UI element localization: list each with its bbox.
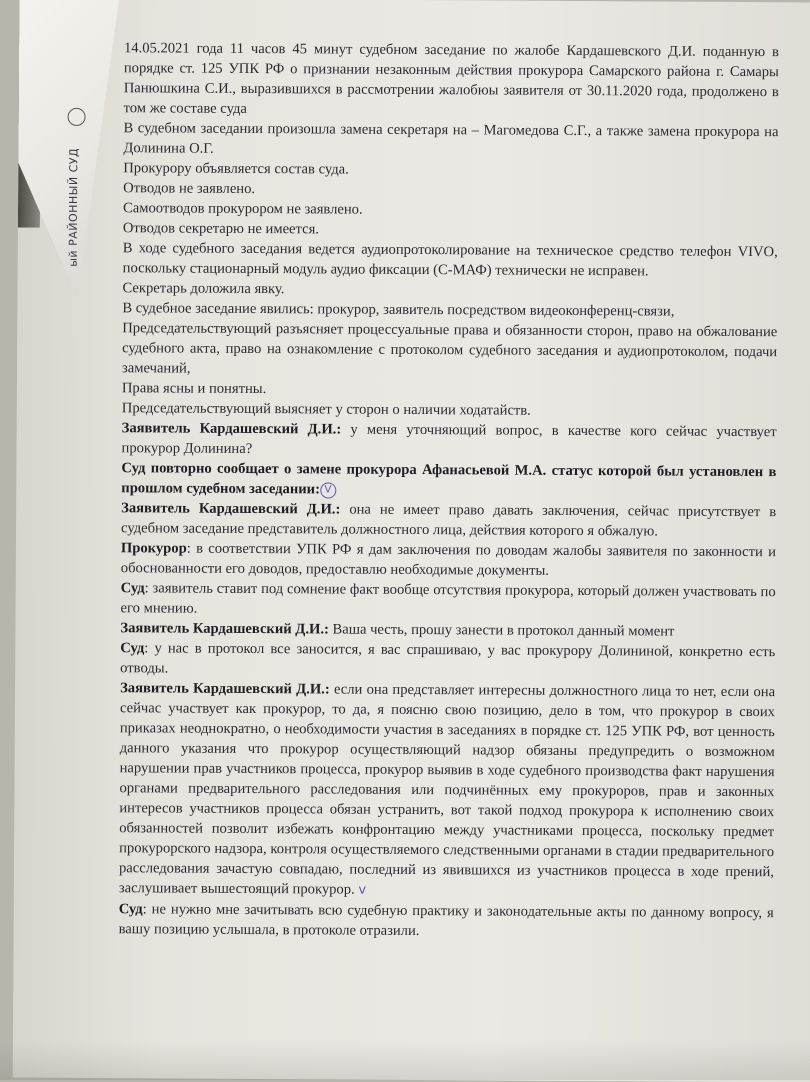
speaker: Заявитель Кардашевский Д.И.:: [120, 620, 329, 638]
dialogue-entry: [119, 678, 775, 903]
speaker: Заявитель Кардашевский Д.И.:: [120, 680, 330, 698]
paragraph-no-self-recusal: Самоотводов прокурором не заявлено.: [122, 200, 363, 218]
protocol-text: [119, 38, 779, 943]
paragraph-no-challenges: Отводов не заявлено.: [123, 180, 256, 198]
dialogue-entry: Суд повторно сообщает о замене прокурора Афанасьевой М.А. статус которой был установлен в прошлом судебном заседании: V: [121, 460, 777, 498]
speaker: Заявитель Кардашевский Д.И.:: [121, 420, 342, 438]
speaker: Заявитель Кардашевский Д.И.:: [121, 500, 341, 518]
stamp-court-name: РАЙОННЫЙ СУД: [66, 147, 81, 246]
tick-mark: v: [358, 882, 367, 898]
paragraph-secretary-challenge: Отводов секретарю не имеется.: [122, 220, 320, 238]
dialogue-entry: [120, 638, 775, 682]
stamp-fragment: ый: [66, 249, 80, 267]
utterance: : у нас в протокол все заносится, я вас спрашиваю, у вас прокурору Долининой, конкретно есть отводы.: [120, 640, 776, 677]
paragraph-present: В судебное заседание явились: прокурор, заявитель посредством видеоконференц-связи,: [122, 300, 675, 320]
circled-check-mark: V: [320, 482, 336, 498]
utterance: если она представляет интересны должностного лица то нет, если она сейчас участвует как прокурор, то да, я поясню свою позицию, дело в том, что прокурор в своих приказах неоднократно, о необходимости участия в заседаниях в порядке ст. 125 УПК РФ, вот ценность данного указания что прокурор осуществляющий надзор обязаны предупредить о возможном нарушении прав участников процесса, прокурор выявив в ходе судебного производства факт нарушения органами предварительного расследования или подчинённых ему прокуроров, прав и законных интересов участников процесса обязан устранить, вот такой подход прокурора к исполнению своих обязанностей позволит избежать конфронтацию между участниками процесса, поскольку предмет прокурорского надзора, контроля осуществляемого следственными органами в стадии предварительного расследования зачастую совпадаю, последний из явившихся из участников процесса в ходе прений, заслушивает вышестоящий прокурор.: [118, 681, 776, 898]
dialogue-entry: [121, 538, 776, 582]
speaker: Суд повторно сообщает о замене прокурора Афанасьевой М.А. статус которой был установлен в прошлом судебном заседании: [121, 460, 777, 498]
paragraph-attendance: Секретарь доложила явку.: [122, 280, 285, 298]
paragraph-motions: Председательствующий выясняет у сторон о наличии ходатайств.: [121, 400, 531, 419]
dialogue-entry: [121, 578, 776, 622]
utterance: : не нужно мне зачитывать всю судебную практику и законодательные акты по данному вопросу, я вашу позицию услышала, в протоколе отразили.: [118, 901, 774, 940]
scan-shadow: [0, 1040, 810, 1080]
dialogue-entry: [121, 498, 776, 542]
emblem-icon: [68, 108, 86, 126]
speaker: Прокурор: [120, 540, 187, 557]
dialogue-entry: [119, 899, 774, 943]
court-stamp: [63, 108, 90, 267]
paragraph-rights: Председательствующий разъясняет процессуальные права и обязанности сторон, право на обжалование судебного акта, право на ознакомление с протоколом судебного заседания и аудиопротоколом, подачи замечаний,: [121, 320, 778, 377]
paragraph-replacement: В судебном заседании произошла замена секретаря на – Магомедова С.Г., а также замена прокурора на Долинина О.Г.: [123, 120, 779, 157]
speaker: Суд: [118, 901, 143, 918]
speaker: Суд: [120, 580, 145, 597]
utterance: Ваша честь, прошу занести в протокол данный момент: [328, 621, 675, 640]
document-page: [13, 0, 810, 1082]
utterance: : в соответствии УПК РФ я дам заключения по доводам жалобы заявителя по законности и обоснованности его доводов, предоставлю необходимые документы.: [120, 540, 776, 579]
paragraph-rights-clear: Права ясны и понятны.: [121, 380, 267, 398]
paragraph-audio: В ходе судебного заседания ведется аудиопротоколирование на техническое средство телефон VIVO, поскольку стационарный модуль аудио фиксации (С-МАФ) технически не исправен.: [122, 240, 778, 280]
utterance: она не имеет право давать заключения, сейчас присутствует в судебном заседание представитель должностного лица, действия которого я обжалую.: [121, 501, 777, 540]
speaker: Суд: [120, 640, 145, 657]
utterance: : заявитель ставит под сомнение факт вообще отсутствия прокурора, который должен участвовать по его мнению.: [120, 580, 776, 617]
paragraph-intro: 14.05.2021 года 11 часов 45 минут судебном заседание по жалобе Кардашевского Д.И. поданную в порядке ст. 125 УПК РФ о признании незаконным действия прокурора Самарского района г. Самары Панюшкина С.И., выразившихся в рассмотрении жалобюы заявителя от 30.11.2020 года, продолжено в том же составе суда: [123, 40, 780, 117]
dialogue-entry: [121, 418, 776, 462]
paragraph-composition: Прокурору объявляется состав суда.: [123, 160, 349, 178]
utterance: у меня уточняющий вопрос, в качестве кого сейчас участвует прокурор Долинина?: [121, 421, 777, 457]
